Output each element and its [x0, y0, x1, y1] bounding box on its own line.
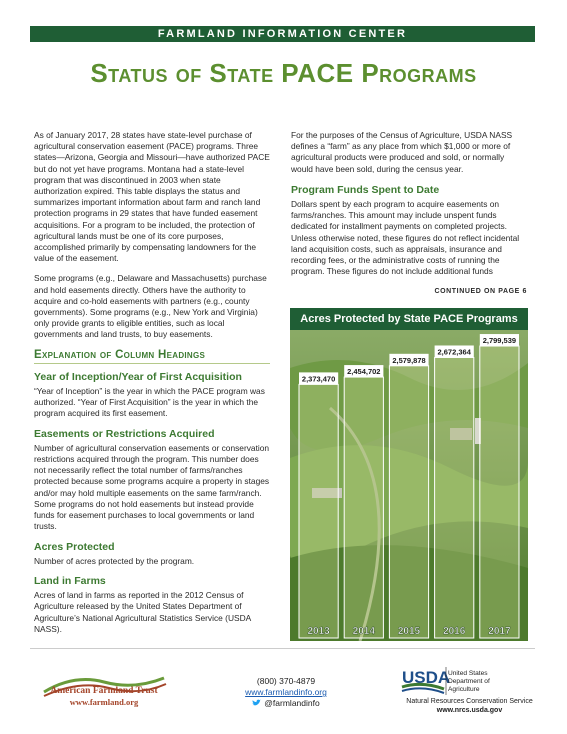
acres-paragraph: Number of acres protected by the program. [34, 555, 195, 566]
funds-heading: Program Funds Spent to Date [291, 183, 440, 196]
intro-paragraph: As of January 2017, 28 states have state-level purchase of agricultural conservation easement (PACE) programs. Three states—Arizona, Georgia and Missouri—have authorized PACE but do not yet have programs. Montana had a state-level program that was discontinued in 2003 when state authorization expired. This table displays the status and summarizes important information about farm and ranch land protection programs in 29 states that have funded easement acquisitions. For a program to be included, the protection of agricultural lands must be one of its core purposes, accomplished primarily by compensating landowners for the value of the easement. [34, 130, 270, 264]
year-label-2014: 2014 [352, 626, 375, 637]
bar-2015 [389, 366, 428, 638]
easements-paragraph: Number of agricultural conservation easements or conservation restrictions acquired through the program. This number does not necessarily reflect the total number of farms/ranches protected because some programs acquire a property in stages and/or may hold multiple easements on the same farm/ranch. Some programs do not hold easements but instead provide funds for easement purchases to local governments or land trusts. [34, 442, 270, 532]
funds-paragraph: Dollars spent by each program to acquire easements on farms/ranches. This amount may include unspent funds dedicated for installment payments on completed projects. Unless otherwise noted, these figures do not reflect incidental land acquisition costs, such as appraisals, insurance and recording fees, or the administrative costs of running the program. These figures do not include additional funds [291, 199, 520, 277]
left-column [34, 130, 270, 644]
acres-heading: Acres Protected [34, 540, 115, 553]
value-label-2014: 2,454,702 [347, 367, 381, 377]
page-title: Status of State PACE Programs [90, 58, 477, 88]
year-label-2015: 2015 [397, 626, 421, 637]
aft-name: American Farmland Trust [50, 686, 158, 696]
usda-department [448, 670, 490, 694]
value-label-2017: 2,799,539 [482, 336, 517, 346]
aft-url[interactable]: www.farmland.org [69, 697, 139, 707]
usda-dept-line-1: United States [448, 670, 488, 677]
year-label-2013: 2013 [307, 626, 330, 637]
continued-note: CONTINUED ON PAGE 6 [434, 288, 527, 296]
year-label-2017: 2017 [488, 626, 511, 637]
value-label-2013: 2,373,470 [301, 374, 336, 384]
land-in-farms-paragraph: Acres of land in farms as reported in the 2012 Census of Agriculture released by the United States Department of Agriculture’s National Agricultural Statistics Service (USDA NASS). [34, 590, 251, 634]
land-in-farms-heading: Land in Farms [34, 574, 106, 587]
twitter-handle: @farmlandinfo [264, 698, 320, 708]
usda-dept-line-2: Department of [448, 678, 490, 685]
footer-divider [30, 648, 535, 649]
year-paragraph: “Year of Inception” is the year in which the PACE program was authorized. “Year of First Acquisition” is the year in which the program acquired its first easement. [34, 386, 265, 419]
bar-2013 [299, 384, 338, 638]
bar-2014 [344, 377, 383, 638]
acres-chart [290, 308, 528, 641]
usda-dept-line-3: Agriculture [448, 686, 480, 693]
phone-number: (800) 370-4879 [256, 676, 316, 686]
chart-title: Acres Protected by State PACE Programs [290, 308, 528, 330]
right-column [291, 130, 527, 298]
bar-2017 [480, 346, 519, 638]
farm-definition-paragraph: For the purposes of the Census of Agriculture, USDA NASS defines a “farm” as any place from which $1,000 or more of agricultural products were produced and sold, or normally would have been sold, during the census year. [291, 130, 513, 174]
value-label-2015: 2,579,878 [392, 355, 426, 365]
nrcs-url[interactable]: www.nrcs.usda.gov [436, 707, 503, 714]
chart-bars [290, 308, 528, 641]
bar-2016 [435, 357, 474, 638]
easements-heading: Easements or Restrictions Acquired [34, 427, 215, 440]
org-banner: FARMLAND INFORMATION CENTER [30, 26, 535, 42]
contact-block [226, 676, 346, 709]
usda-wordmark: USDA [402, 668, 451, 687]
column-headings-heading: Explanation of Column Headings [34, 350, 270, 364]
year-heading: Year of Inception/Year of First Acquisition [34, 370, 242, 383]
twitter-icon [252, 699, 261, 707]
twitter-line[interactable] [226, 698, 346, 709]
website-link[interactable]: www.farmlandinfo.org [245, 687, 327, 697]
programs-paragraph: Some programs (e.g., Delaware and Massachusetts) purchase and hold easements directly. Others have the authority to acquire and co-hold easements with partners (e.g., county governments). Some programs (e.g., New York and Virginia) only provide grants to eligible entities, such as local governments and land trusts, to buy easements. [34, 273, 267, 340]
year-label-2016: 2016 [443, 626, 466, 637]
nrcs-name: Natural Resources Conservation Service [406, 698, 533, 705]
value-label-2016: 2,672,364 [437, 347, 471, 357]
